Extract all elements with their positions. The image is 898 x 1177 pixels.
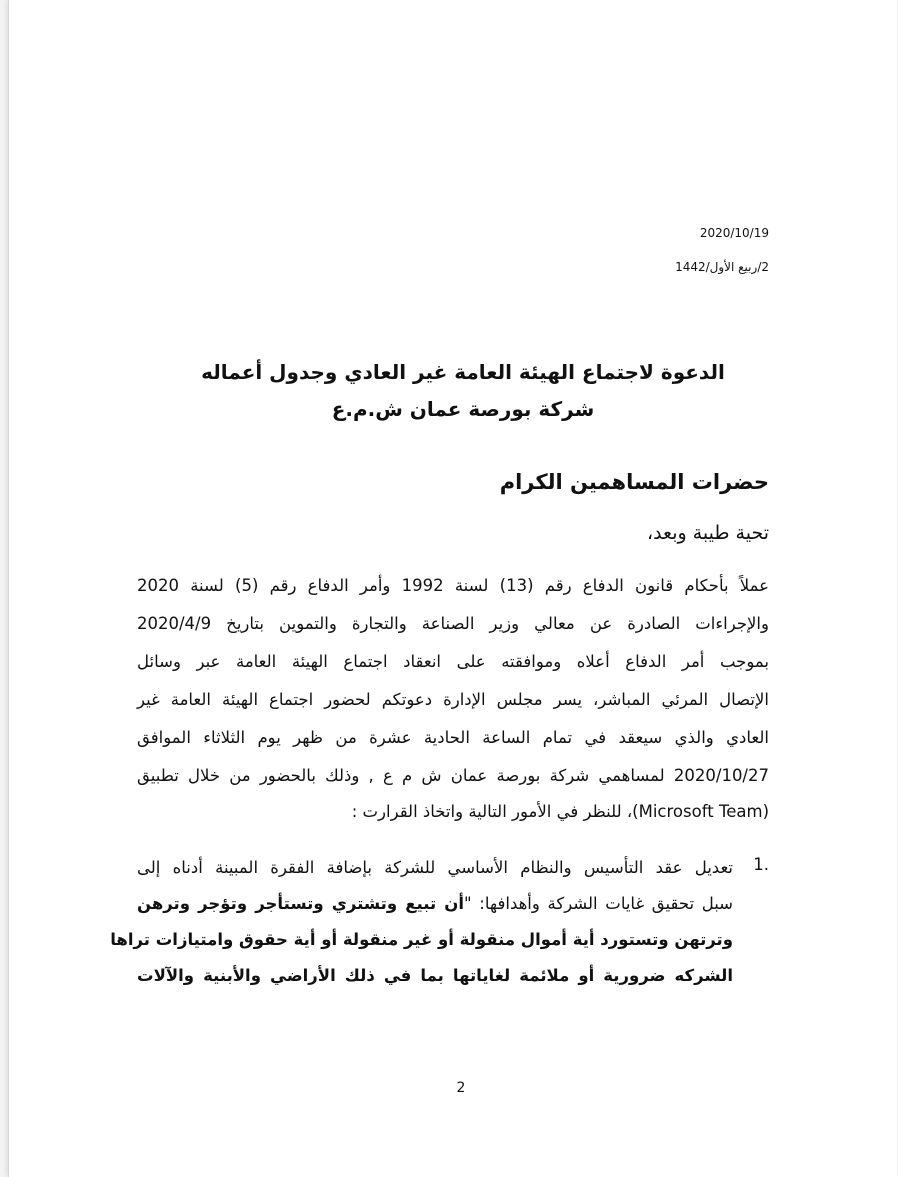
body-line: (Microsoft Team)، للنظر في الأمور التالية واتخاذ القرارت : bbox=[351, 802, 769, 821]
body-line: والإجراءات الصادرة عن معالي وزير الصناعة والتجارة والتموين بتاريخ 2020/4/9 bbox=[137, 614, 769, 633]
item-line: الشركه ضرورية أو ملائمة لغاياتها بما في ذلك الأراضي والأبنية والآلات bbox=[137, 966, 733, 985]
item-text-normal: سبل تحقيق غايات الشركة وأهدافها: " bbox=[464, 894, 734, 913]
body-line: عملاً بأحكام قانون الدفاع رقم (13) لسنة 1992 وأمر الدفاع رقم (5) لسنة 2020 bbox=[137, 576, 770, 595]
item-line: وترتهن وتستورد أية أموال منقولة أو غير منقولة أو أية حقوق وامتيازات تراها bbox=[110, 930, 733, 949]
item-number: 1. bbox=[753, 855, 769, 874]
date-hijri: 2/ربيع الأول/1442 bbox=[675, 260, 769, 274]
body-line: بموجب أمر الدفاع أعلاه وموافقته على انعقاد اجتماع الهيئة العامة عبر وسائل bbox=[137, 652, 769, 671]
page-number: 2 bbox=[456, 1080, 466, 1096]
document-page bbox=[8, 0, 897, 1177]
item-text-bold: أن تبيع وتشتري وتستأجر وتؤجر وترهن bbox=[137, 894, 465, 913]
body-line: العادي والذي سيعقد في تمام الساعة الحادية عشرة من ظهر يوم الثلاثاء الموافق bbox=[137, 728, 769, 747]
greeting: تحية طيبة وبعد، bbox=[646, 522, 769, 544]
date-gregorian: 2020/10/19 bbox=[699, 226, 769, 240]
company-name: شركة بورصة عمان ش.م.ع bbox=[331, 397, 595, 421]
salutation: حضرات المساهمين الكرام bbox=[499, 470, 769, 494]
document-title: الدعوة لاجتماع الهيئة العامة غير العادي وجدول أعماله bbox=[201, 360, 725, 384]
body-line: 2020/10/27 لمساهمي شركة بورصة عمان ش م ع , وذلك بالحضور من خلال تطبيق bbox=[137, 766, 769, 785]
item-line: تعديل عقد التأسيس والنظام الأساسي للشركة بإضافة الفقرة المبينة أدناه إلى bbox=[137, 858, 733, 877]
body-line: الإتصال المرئي المباشر، يسر مجلس الإدارة دعوتكم لحضور اجتماع الهيئة العامة غير bbox=[137, 690, 769, 709]
item-line bbox=[137, 894, 733, 913]
